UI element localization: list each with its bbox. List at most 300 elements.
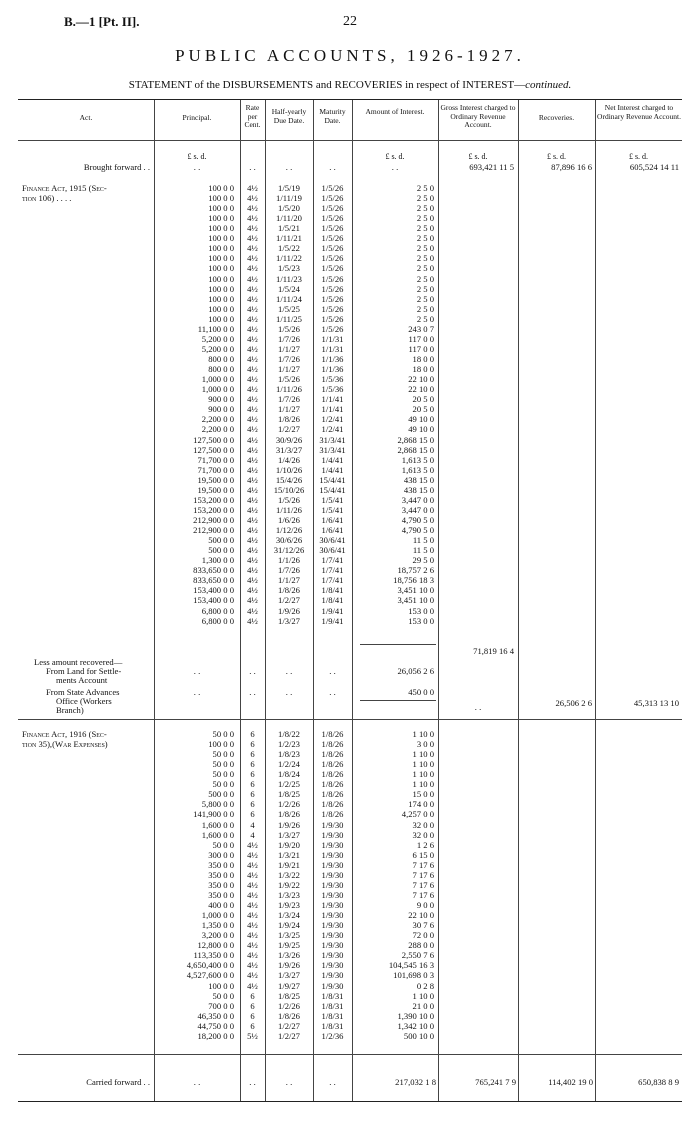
table-cell-maturity-date: 1/7/41 <box>321 565 344 576</box>
table-cell-maturity-date: 1/8/26 <box>321 809 344 820</box>
act-1915-gross: 71,819 16 4 <box>473 646 514 656</box>
table-cell-rate: 4½ <box>247 303 258 314</box>
table-cell-interest-amount: 2 5 0 <box>416 223 434 234</box>
table-cell-maturity-date: 1/5/26 <box>321 263 344 274</box>
table-cell-due-date: 1/1/27 <box>278 404 300 415</box>
table-cell-due-date: 1/11/24 <box>276 293 302 304</box>
table-cell-rate: 4½ <box>247 504 258 515</box>
table-cell-maturity-date: 1/8/31 <box>321 1010 344 1021</box>
table-cell-due-date: 1/2/27 <box>278 1030 300 1041</box>
table-cell-due-date: 1/5/23 <box>278 263 300 274</box>
table-cell-principal: 11,100 0 0 <box>197 323 234 334</box>
table-cell-due-date: 1/8/22 <box>278 729 300 739</box>
table-cell-due-date: 1/11/26 <box>276 384 302 395</box>
dots: . . <box>193 687 201 697</box>
table-cell-rate: 4½ <box>247 193 258 204</box>
table-cell-maturity-date: 1/1/36 <box>321 364 344 375</box>
table-cell-maturity-date: 1/2/36 <box>321 1030 344 1041</box>
table-cell-maturity-date: 1/8/26 <box>321 779 344 790</box>
table-cell-maturity-date: 1/4/41 <box>321 464 344 475</box>
table-cell-rate: 4½ <box>247 484 258 495</box>
unit-net: £ s. d. <box>628 152 649 161</box>
table-cell-maturity-date: 1/5/36 <box>321 374 344 385</box>
table-cell-due-date: 1/8/26 <box>278 809 300 820</box>
table-cell-interest-amount: 1 2 6 <box>416 839 434 850</box>
table-cell-maturity-date: 30/6/41 <box>319 535 346 546</box>
table-cell-principal: 500 0 0 <box>208 789 234 800</box>
table-cell-interest-amount: 72 0 0 <box>412 930 434 941</box>
table-cell-due-date: 15/10/26 <box>273 484 305 495</box>
table-cell-due-date: 1/7/26 <box>278 394 300 405</box>
col-header-net: Net Interest charged to Ordinary Revenue Account. <box>597 103 681 121</box>
table-cell-interest-amount: 1,613 5 0 <box>401 454 434 465</box>
table-cell-principal: 100 0 0 <box>208 313 234 324</box>
table-cell-maturity-date: 1/4/41 <box>321 454 344 465</box>
table-cell-principal: 12,800 0 0 <box>197 940 234 951</box>
table-cell-interest-amount: 1,613 5 0 <box>401 464 434 475</box>
table-cell-maturity-date: 1/5/41 <box>321 504 344 515</box>
table-cell-maturity-date: 15/4/41 <box>319 484 346 495</box>
table-cell-principal: 44,750 0 0 <box>197 1020 234 1031</box>
table-cell-interest-amount: 18,756 18 3 <box>393 575 434 586</box>
table-cell-principal: 100 0 0 <box>208 273 234 284</box>
carried-forward-rate: . . <box>249 1077 256 1087</box>
table-cell-principal: 46,350 0 0 <box>197 1010 234 1021</box>
table-cell-due-date: 1/2/27 <box>278 424 300 435</box>
table-cell-principal: 100 0 0 <box>208 293 234 304</box>
table-cell-interest-amount: 49 10 0 <box>408 414 434 425</box>
table-cell-principal: 100 0 0 <box>208 253 234 264</box>
table-cell-interest-amount: 4,790 5 0 <box>401 525 434 536</box>
table-cell-due-date: 1/11/21 <box>276 233 302 244</box>
table-cell-due-date: 1/3/27 <box>278 615 300 626</box>
table-cell-rate: 4½ <box>247 859 258 870</box>
table-cell-due-date: 31/12/26 <box>273 545 305 556</box>
table-cell-principal: 212,900 0 0 <box>193 525 234 536</box>
table-cell-maturity-date: 1/9/30 <box>321 859 344 870</box>
table-cell-maturity-date: 1/9/41 <box>321 615 344 626</box>
table-cell-principal: 100 0 0 <box>208 303 234 314</box>
table-cell-maturity-date: 1/8/26 <box>321 729 344 739</box>
table-cell-due-date: 1/9/21 <box>278 859 300 870</box>
unit-principal: £ s. d. <box>187 152 207 161</box>
table-cell-interest-amount: 2 5 0 <box>416 243 434 254</box>
table-cell-principal: 800 0 0 <box>208 354 234 365</box>
table-cell-maturity-date: 1/8/31 <box>321 990 344 1001</box>
table-cell-maturity-date: 1/1/36 <box>321 354 344 365</box>
table-cell-principal: 18,200 0 0 <box>197 1030 234 1041</box>
table-cell-principal: 71,700 0 0 <box>197 464 234 475</box>
table-cell-rate: 4½ <box>247 414 258 425</box>
table-cell-due-date: 1/3/22 <box>278 869 300 880</box>
table-cell-interest-amount: 2 5 0 <box>416 283 434 294</box>
table-cell-rate: 4 <box>250 829 255 840</box>
table-cell-maturity-date: 1/9/30 <box>321 889 344 900</box>
table-cell-interest-amount: 30 7 6 <box>412 920 434 931</box>
table-cell-rate: 4½ <box>247 525 258 536</box>
table-cell-principal: 6,800 0 0 <box>201 605 234 616</box>
table-cell-principal: 4,527,600 0 0 <box>186 970 234 981</box>
table-cell-due-date: 1/8/26 <box>278 1010 300 1021</box>
dots: . . <box>285 666 293 676</box>
col-header-recoveries: Recoveries. <box>538 113 575 122</box>
statement-subtitle <box>0 79 700 91</box>
table-cell-due-date: 1/5/24 <box>278 283 300 294</box>
table-cell-due-date: 1/3/25 <box>278 930 300 941</box>
table-cell-maturity-date: 1/5/26 <box>321 203 344 214</box>
table-cell-interest-amount: 2 5 0 <box>416 203 434 214</box>
recovered-amount-1: 26,056 2 6 <box>397 666 434 676</box>
table-cell-rate: 6 <box>250 739 255 750</box>
brought-forward-label: Brought forward . . <box>83 162 150 172</box>
table-cell-interest-amount: 1 10 0 <box>412 990 434 1001</box>
table-cell-interest-amount: 2,550 7 6 <box>401 950 434 961</box>
table-cell-interest-amount: 20 5 0 <box>412 394 434 405</box>
table-cell-rate: 4½ <box>247 565 258 576</box>
recovered-gross: . . <box>474 702 482 712</box>
table-cell-principal: 1,000 0 0 <box>201 384 234 395</box>
table-cell-due-date: 1/8/26 <box>278 585 300 596</box>
table-cell-rate: 4½ <box>247 474 258 485</box>
table-cell-interest-amount: 18 0 0 <box>412 364 434 375</box>
table-cell-maturity-date: 1/5/26 <box>321 253 344 264</box>
unit-recoveries: £ s. d. <box>546 152 567 161</box>
table-cell-principal: 100 0 0 <box>208 223 234 234</box>
table-cell-maturity-date: 1/5/26 <box>321 313 344 324</box>
table-cell-rate: 4½ <box>247 869 258 880</box>
table-cell-maturity-date: 1/9/41 <box>321 605 344 616</box>
table-cell-rate: 4½ <box>247 434 258 445</box>
table-cell-principal: 1,000 0 0 <box>201 910 234 921</box>
table-cell-due-date: 1/2/25 <box>278 779 300 790</box>
table-cell-interest-amount: 2 5 0 <box>416 233 434 244</box>
table-cell-maturity-date: 1/8/26 <box>321 739 344 750</box>
table-cell-due-date: 1/11/26 <box>276 504 302 515</box>
table-cell-due-date: 1/12/26 <box>275 525 303 536</box>
sum-rule <box>360 644 436 645</box>
dots: . . <box>329 666 336 676</box>
total-rule <box>18 1054 682 1055</box>
table-cell-rate: 4½ <box>247 233 258 244</box>
table-cell-interest-amount: 29 5 0 <box>412 555 434 566</box>
table-cell-rate: 4½ <box>247 585 258 596</box>
table-cell-due-date: 1/1/27 <box>278 364 300 375</box>
table-cell-rate: 6 <box>250 759 255 770</box>
table-cell-due-date: 1/9/25 <box>278 940 300 951</box>
table-cell-rate: 4½ <box>247 333 258 344</box>
table-cell-principal: 141,900 0 0 <box>193 809 234 820</box>
table-cell-interest-amount: 7 17 6 <box>412 879 434 890</box>
table-cell-interest-amount: 153 0 0 <box>408 605 434 616</box>
table-cell-principal: 900 0 0 <box>208 394 234 405</box>
table-cell-due-date: 1/2/24 <box>278 759 300 770</box>
table-cell-due-date: 1/11/23 <box>276 273 302 284</box>
table-cell-rate: 6 <box>250 990 255 1001</box>
table-cell-maturity-date: 1/5/26 <box>321 293 344 304</box>
table-cell-maturity-date: 1/5/41 <box>321 494 344 505</box>
brought-forward-rate: . . <box>249 162 256 172</box>
table-cell-due-date: 1/10/26 <box>275 464 303 475</box>
table-cell-maturity-date: 1/8/26 <box>321 749 344 760</box>
table-cell-maturity-date: 1/9/30 <box>321 869 344 880</box>
table-cell-interest-amount: 243 0 7 <box>408 323 434 334</box>
table-cell-due-date: 1/3/27 <box>278 829 300 840</box>
table-cell-rate: 4 <box>250 819 255 830</box>
table-cell-principal: 19,500 0 0 <box>197 474 234 485</box>
table-cell-maturity-date: 1/8/31 <box>321 1000 344 1011</box>
header-rule <box>18 140 682 141</box>
table-cell-principal: 833,650 0 0 <box>193 575 234 586</box>
table-cell-maturity-date: 1/7/41 <box>321 575 344 586</box>
table-cell-rate: 6 <box>250 1020 255 1031</box>
table-cell-principal: 100 0 0 <box>208 980 234 991</box>
table-cell-due-date: 1/11/19 <box>276 193 302 204</box>
table-cell-maturity-date: 1/9/30 <box>321 829 344 840</box>
table-cell-rate: 4½ <box>247 605 258 616</box>
table-cell-rate: 4½ <box>247 283 258 294</box>
table-cell-interest-amount: 1 10 0 <box>412 749 434 760</box>
brought-forward-maturity: . . <box>329 162 336 172</box>
dots: . . <box>249 666 256 676</box>
table-cell-rate: 6 <box>250 809 255 820</box>
table-cell-principal: 350 0 0 <box>208 869 234 880</box>
table-cell-maturity-date: 1/7/41 <box>321 555 344 566</box>
table-cell-rate: 6 <box>250 789 255 800</box>
table-cell-interest-amount: 2 5 0 <box>416 263 434 274</box>
table-cell-maturity-date: 1/9/30 <box>321 839 344 850</box>
table-cell-maturity-date: 1/8/41 <box>321 585 344 596</box>
table-cell-rate: 4½ <box>247 940 258 951</box>
table-cell-maturity-date: 1/5/26 <box>321 323 344 334</box>
table-cell-rate: 4½ <box>247 970 258 981</box>
table-cell-principal: 100 0 0 <box>208 233 234 244</box>
table-cell-maturity-date: 1/9/30 <box>321 910 344 921</box>
table-cell-interest-amount: 3,447 0 0 <box>401 504 434 515</box>
carried-forward-due: . . <box>285 1077 293 1087</box>
table-cell-rate: 4½ <box>247 323 258 334</box>
table-cell-interest-amount: 11 5 0 <box>412 535 434 546</box>
table-cell-maturity-date: 1/5/26 <box>321 213 344 224</box>
table-cell-rate: 4½ <box>247 374 258 385</box>
unit-gross: £ s. d. <box>468 152 488 161</box>
table-cell-interest-amount: 3 0 0 <box>416 739 434 750</box>
recovered-source-1: From Land for Settle- <box>46 666 122 676</box>
table-cell-maturity-date: 1/8/41 <box>321 595 344 606</box>
table-cell-maturity-date: 1/8/26 <box>321 759 344 770</box>
table-cell-principal: 113,350 0 0 <box>193 950 234 961</box>
table-cell-rate: 5½ <box>247 1030 258 1041</box>
table-cell-maturity-date: 1/1/31 <box>321 343 344 354</box>
table-cell-maturity-date: 1/2/41 <box>321 414 344 425</box>
table-cell-principal: 1,300 0 0 <box>201 555 234 566</box>
subtitle-continued: continued. <box>525 79 572 91</box>
table-cell-due-date: 1/9/22 <box>278 879 300 890</box>
table-cell-maturity-date: 1/5/26 <box>321 183 344 193</box>
table-cell-maturity-date: 31/3/41 <box>319 434 346 445</box>
table-cell-interest-amount: 1 10 0 <box>412 759 434 770</box>
table-cell-rate: 4½ <box>247 364 258 375</box>
table-cell-interest-amount: 1 10 0 <box>412 769 434 780</box>
table-cell-principal: 100 0 0 <box>208 183 234 193</box>
carried-forward-gross: 765,241 7 9 <box>475 1077 516 1087</box>
table-cell-rate: 6 <box>250 749 255 760</box>
table-cell-interest-amount: 101,698 0 3 <box>393 970 434 981</box>
table-cell-interest-amount: 18,757 2 6 <box>397 565 434 576</box>
table-cell-due-date: 1/4/26 <box>278 454 300 465</box>
table-cell-interest-amount: 174 0 0 <box>408 799 434 810</box>
table-cell-principal: 71,700 0 0 <box>197 454 234 465</box>
col-header-gross: Gross Interest charged to Ordinary Revenue Account. <box>440 103 516 130</box>
table-cell-due-date: 1/2/23 <box>278 739 300 750</box>
table-cell-interest-amount: 18 0 0 <box>412 354 434 365</box>
table-cell-due-date: 1/5/19 <box>278 183 300 193</box>
table-cell-principal: 800 0 0 <box>208 364 234 375</box>
table-cell-principal: 212,900 0 0 <box>193 514 234 525</box>
table-cell-interest-amount: 2 5 0 <box>416 293 434 304</box>
table-cell-principal: 153,400 0 0 <box>193 585 234 596</box>
table-cell-due-date: 1/5/21 <box>278 223 300 234</box>
table-cell-interest-amount: 104,545 16 3 <box>388 960 434 971</box>
table-cell-due-date: 1/6/26 <box>278 514 300 525</box>
table-cell-due-date: 1/9/26 <box>278 819 300 830</box>
table-cell-maturity-date: 1/9/30 <box>321 940 344 951</box>
col-header-principal: Principal. <box>182 113 212 122</box>
table-cell-maturity-date: 1/1/41 <box>321 394 344 405</box>
table-cell-due-date: 1/2/27 <box>278 1020 300 1031</box>
page-title: PUBLIC ACCOUNTS, 1926-1927. <box>175 46 525 65</box>
table-cell-interest-amount: 2 5 0 <box>416 273 434 284</box>
table-cell-due-date: 1/11/25 <box>276 313 302 324</box>
table-cell-rate: 4½ <box>247 203 258 214</box>
table-cell-due-date: 1/9/26 <box>278 960 300 971</box>
table-cell-maturity-date: 1/5/26 <box>321 243 344 254</box>
table-cell-maturity-date: 1/6/41 <box>321 525 344 536</box>
table-cell-maturity-date: 1/5/36 <box>321 384 344 395</box>
table-cell-rate: 4½ <box>247 464 258 475</box>
table-cell-interest-amount: 21 0 0 <box>412 1000 434 1011</box>
table-cell-principal: 6,800 0 0 <box>201 615 234 626</box>
table-cell-interest-amount: 1 10 0 <box>412 779 434 790</box>
table-cell-due-date: 1/5/22 <box>278 243 300 254</box>
table-cell-maturity-date: 1/5/26 <box>321 273 344 284</box>
carried-forward-recoveries: 114,402 19 0 <box>548 1077 593 1087</box>
table-cell-interest-amount: 32 0 0 <box>412 819 434 830</box>
brought-forward-principal: . . <box>193 162 201 172</box>
table-cell-principal: 500 0 0 <box>208 535 234 546</box>
dots: . . <box>285 687 293 697</box>
table-cell-rate: 4½ <box>247 879 258 890</box>
table-cell-interest-amount: 2,868 15 0 <box>397 434 434 445</box>
table-cell-interest-amount: 22 10 0 <box>408 374 434 385</box>
table-cell-due-date: 1/3/23 <box>278 889 300 900</box>
table-cell-principal: 100 0 0 <box>208 739 234 750</box>
table-cell-principal: 2,200 0 0 <box>201 414 234 425</box>
table-cell-due-date: 1/2/27 <box>278 595 300 606</box>
table-cell-rate: 4½ <box>247 223 258 234</box>
table-cell-due-date: 1/1/27 <box>278 343 300 354</box>
table-cell-interest-amount: 117 0 0 <box>408 343 434 354</box>
table-cell-rate: 4½ <box>247 343 258 354</box>
table-cell-maturity-date: 1/8/26 <box>321 799 344 810</box>
recovered-source-1-cont: ments Account <box>56 675 108 685</box>
table-cell-rate: 4½ <box>247 555 258 566</box>
table-cell-rate: 4½ <box>247 494 258 505</box>
table-cell-interest-amount: 438 15 0 <box>403 474 434 485</box>
table-cell-due-date: 1/2/26 <box>278 799 300 810</box>
table-cell-principal: 100 0 0 <box>208 213 234 224</box>
table-cell-maturity-date: 1/9/30 <box>321 920 344 931</box>
table-cell-principal: 50 0 0 <box>212 990 234 1001</box>
table-cell-interest-amount: 117 0 0 <box>408 333 434 344</box>
table-cell-due-date: 1/9/26 <box>278 605 300 616</box>
table-cell-rate: 6 <box>250 779 255 790</box>
table-cell-rate: 4½ <box>247 253 258 264</box>
dots: . . <box>193 666 201 676</box>
table-cell-rate: 6 <box>250 799 255 810</box>
carried-forward-principal: . . <box>193 1077 201 1087</box>
table-cell-interest-amount: 438 15 0 <box>403 484 434 495</box>
unit-amount: £ s. d. <box>385 152 405 161</box>
table-cell-rate: 4½ <box>247 535 258 546</box>
dots: . . <box>329 687 336 697</box>
table-cell-principal: 900 0 0 <box>208 404 234 415</box>
table-cell-maturity-date: 1/6/41 <box>321 514 344 525</box>
table-cell-maturity-date: 1/5/26 <box>321 283 344 294</box>
table-cell-interest-amount: 2 5 0 <box>416 253 434 264</box>
table-cell-principal: 3,200 0 0 <box>201 930 234 941</box>
table-cell-rate: 6 <box>250 769 255 780</box>
table-cell-principal: 100 0 0 <box>208 243 234 254</box>
table-cell-interest-amount: 2 5 0 <box>416 313 434 324</box>
recovered-source-2-cont2: Branch) <box>56 705 84 715</box>
table-cell-principal: 153,200 0 0 <box>193 494 234 505</box>
table-cell-principal: 127,500 0 0 <box>193 434 234 445</box>
table-cell-due-date: 1/11/20 <box>276 213 302 224</box>
table-cell-interest-amount: 153 0 0 <box>408 615 434 626</box>
table-cell-rate: 4½ <box>247 575 258 586</box>
table-cell-due-date: 1/9/20 <box>278 839 300 850</box>
table-cell-interest-amount: 500 10 0 <box>403 1030 434 1041</box>
table-cell-principal: 153,400 0 0 <box>193 595 234 606</box>
table-cell-rate: 4½ <box>247 404 258 415</box>
table-cell-principal: 50 0 0 <box>212 779 234 790</box>
table-cell-rate: 4½ <box>247 545 258 556</box>
table-cell-due-date: 1/1/27 <box>278 575 300 586</box>
interest-table <box>18 99 682 1102</box>
table-cell-due-date: 1/8/26 <box>278 414 300 425</box>
table-cell-rate: 4½ <box>247 424 258 435</box>
table-cell-due-date: 1/9/27 <box>278 980 300 991</box>
table-cell-maturity-date: 1/8/31 <box>321 1020 344 1031</box>
table-cell-interest-amount: 6 15 0 <box>412 849 434 860</box>
table-cell-interest-amount: 1,342 10 0 <box>397 1020 434 1031</box>
table-cell-principal: 127,500 0 0 <box>193 444 234 455</box>
table-cell-maturity-date: 1/9/30 <box>321 849 344 860</box>
table-cell-maturity-date: 1/9/30 <box>321 960 344 971</box>
table-cell-due-date: 1/7/26 <box>278 333 300 344</box>
table-cell-due-date: 1/8/23 <box>278 749 300 760</box>
table-cell-principal: 700 0 0 <box>208 1000 234 1011</box>
table-cell-maturity-date: 1/8/26 <box>321 789 344 800</box>
table-cell-rate: 4½ <box>247 213 258 224</box>
table-cell-maturity-date: 1/9/30 <box>321 819 344 830</box>
table-cell-rate: 4½ <box>247 263 258 274</box>
table-cell-rate: 4½ <box>247 595 258 606</box>
dots: . . <box>249 687 256 697</box>
table-cell-principal: 50 0 0 <box>212 749 234 760</box>
table-cell-interest-amount: 7 17 6 <box>412 889 434 900</box>
brought-forward-recoveries: 87,896 16 6 <box>551 162 592 172</box>
